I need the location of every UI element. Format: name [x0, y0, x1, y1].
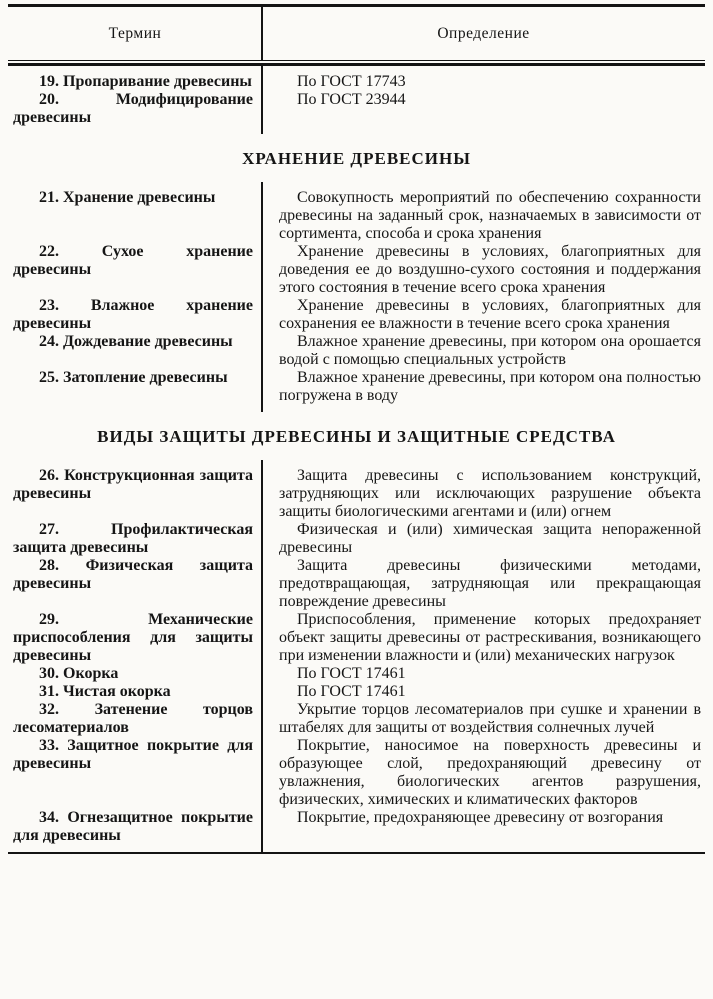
table-section — [8, 66, 705, 134]
definition-cell — [263, 701, 705, 737]
table-row — [8, 189, 705, 243]
term-cell — [8, 701, 263, 737]
term-cell — [8, 297, 263, 333]
definition-cell — [263, 521, 705, 557]
definition-cell — [263, 611, 705, 665]
table-section — [8, 182, 705, 412]
definition-text: Совокупность мероприятий по обеспечению сохранности древесины на заданный срок, назначаемых в зависимости от сортимента, способа и срока хранения — [279, 189, 701, 242]
definition-cell — [263, 189, 705, 243]
definition-cell — [263, 665, 705, 683]
definition-cell — [263, 333, 705, 369]
column-header-definition: Определение — [437, 24, 530, 42]
table-row — [8, 521, 705, 557]
definition-cell — [263, 91, 705, 127]
definition-cell — [263, 809, 705, 845]
definition-cell — [263, 297, 705, 333]
term-cell — [8, 333, 263, 369]
term-text: 24. Дождевание древесины — [39, 333, 233, 350]
definition-text: Влажное хранение древесины, при котором она орошается водой с помощью специальных устройств — [279, 333, 701, 368]
term-text: 33. Защитное покрытие для древесины — [13, 737, 253, 772]
table-row — [8, 611, 705, 665]
definition-cell — [263, 467, 705, 521]
definition-cell — [263, 737, 705, 809]
term-text: 26. Конструкционная защита древесины — [13, 467, 253, 502]
term-cell — [8, 611, 263, 665]
definition-text: Влажное хранение древесины, при котором она полностью погружена в воду — [279, 369, 701, 404]
term-cell — [8, 73, 263, 91]
term-text: 29. Механические приспособления для защиты древесины — [13, 611, 253, 664]
table-header-row — [8, 7, 705, 60]
table-row — [8, 683, 705, 701]
term-cell — [8, 809, 263, 845]
table-section — [8, 460, 705, 852]
table-row — [8, 73, 705, 91]
definition-text: Покрытие, наносимое на поверхность древесины и образующее слой, предохраняющий древесину от увлажнения, биологических агентов разрушения, физических, химических и климатических факторов — [279, 737, 701, 808]
term-text: 25. Затопление древесины — [39, 369, 228, 386]
table-row — [8, 333, 705, 369]
table-row — [8, 369, 705, 405]
definition-text: Приспособления, применение которых предохраняет объект защиты древесины от растрескивания, возникающего при изменении влажности и (или) механических нагрузок — [279, 611, 701, 664]
definition-text: Защита древесины с использованием конструкций, затрудняющих или исключающих разрушение объекта защиты биологическими агентами и (или) огнем — [279, 467, 701, 520]
definition-cell — [263, 683, 705, 701]
term-text: 23. Влажное хранение древесины — [13, 297, 253, 332]
definition-text: По ГОСТ 17461 — [297, 683, 406, 700]
table-row — [8, 243, 705, 297]
definition-text: Хранение древесины в условиях, благоприятных для сохранения ее влажности в течение всего срока хранения — [279, 297, 701, 332]
term-text: 32. Затенение торцов лесоматериалов — [13, 701, 253, 736]
term-text: 22. Сухое хранение древесины — [13, 243, 253, 278]
definition-cell — [263, 369, 705, 405]
definition-text: Покрытие, предохраняющее древесину от возгорания — [297, 809, 664, 826]
definition-text: Укрытие торцов лесоматериалов при сушке и хранении в штабелях для защиты от воздействия солнечных лучей — [279, 701, 701, 736]
term-cell — [8, 683, 263, 701]
term-text: 20. Модифицирование древесины — [13, 91, 253, 126]
term-cell — [8, 665, 263, 683]
table-row — [8, 701, 705, 737]
term-cell — [8, 189, 263, 243]
term-cell — [8, 369, 263, 405]
term-cell — [8, 557, 263, 611]
definition-text: Физическая и (или) химическая защита непораженной древесины — [279, 521, 701, 556]
table-row — [8, 557, 705, 611]
definition-text: Защита древесины физическими методами, предотвращающая, затрудняющая или прекращающая повреждение древесины — [279, 557, 701, 610]
table-row — [8, 91, 705, 127]
term-cell — [8, 243, 263, 297]
term-text: 27. Профилактическая защита древесины — [13, 521, 253, 556]
table-bottom-border — [8, 852, 705, 854]
section-heading: ВИДЫ ЗАЩИТЫ ДРЕВЕСИНЫ И ЗАЩИТНЫЕ СРЕДСТВА — [97, 427, 616, 446]
term-text: 21. Хранение древесины — [39, 189, 216, 206]
definition-cell — [263, 243, 705, 297]
term-text: 30. Окорка — [39, 665, 119, 682]
term-text: 34. Огнезащитное покрытие для древесины — [13, 809, 253, 844]
definition-text: По ГОСТ 23944 — [297, 91, 406, 108]
table-row — [8, 665, 705, 683]
table-row — [8, 737, 705, 809]
term-cell — [8, 91, 263, 127]
table-row — [8, 809, 705, 845]
column-header-term: Термин — [108, 24, 162, 42]
term-text: 19. Пропаривание древесины — [39, 73, 252, 90]
term-cell — [8, 467, 263, 521]
term-text: 28. Физическая защита древесины — [13, 557, 253, 592]
definition-text: По ГОСТ 17461 — [297, 665, 406, 682]
definition-text: Хранение древесины в условиях, благоприятных для доведения ее до воздушно-сухого состояния и поддержания этого состояния в течение всего срока хранения — [279, 243, 701, 296]
table-row — [8, 467, 705, 521]
definition-text: По ГОСТ 17743 — [297, 73, 406, 90]
term-cell — [8, 737, 263, 809]
term-cell — [8, 521, 263, 557]
table-body — [8, 66, 705, 852]
term-text: 31. Чистая окорка — [39, 683, 171, 700]
table-row — [8, 297, 705, 333]
section-heading: ХРАНЕНИЕ ДРЕВЕСИНЫ — [242, 149, 471, 168]
definition-cell — [263, 73, 705, 91]
definition-cell — [263, 557, 705, 611]
